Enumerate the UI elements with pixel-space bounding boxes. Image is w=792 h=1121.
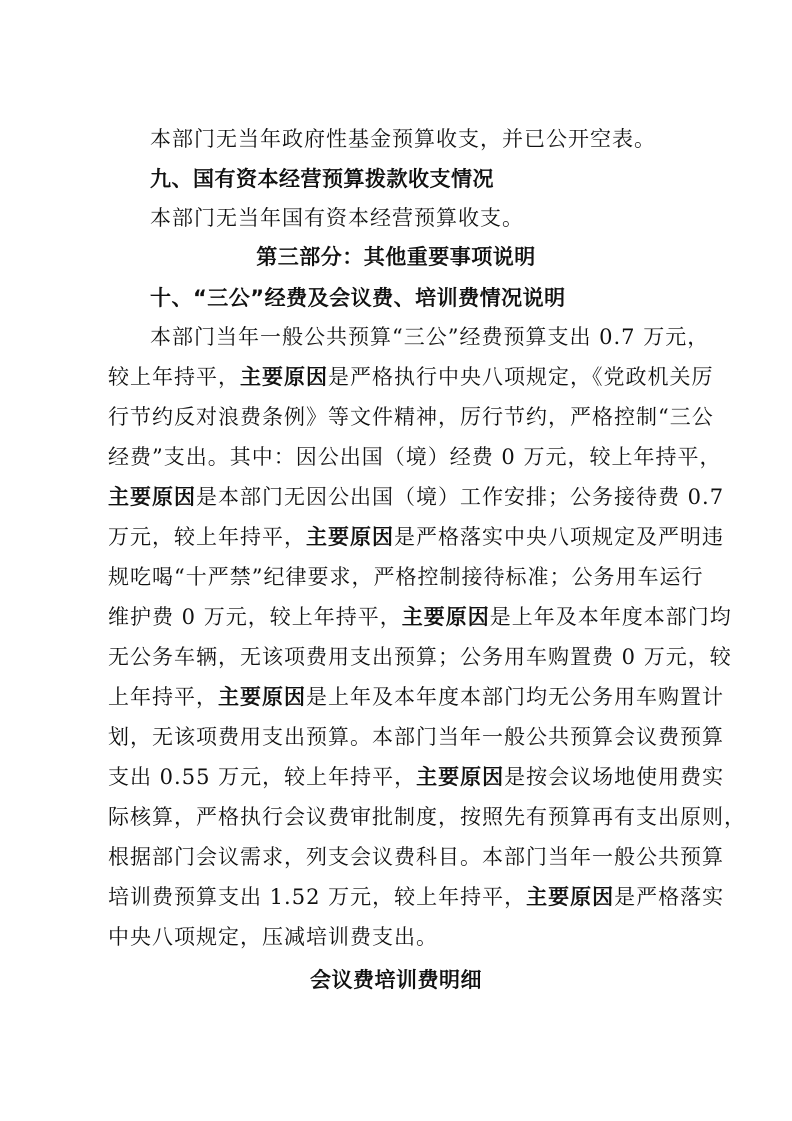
paragraph-gov-fund: [150, 125, 742, 153]
body-text: 划，无该项费用支出预算。本部门当年一般公共预算会议费预算: [108, 725, 724, 749]
reason-label: 主要原因: [240, 364, 328, 389]
body-line: [108, 803, 746, 831]
body-text: 是严格落实: [614, 885, 725, 909]
detail-title-text: 会议费培训费明细: [310, 968, 482, 992]
body-text: 际核算，严格执行会议费审批制度，按照先有预算再有支出原则，: [108, 805, 746, 829]
heading-text: 九、国有资本经营预算拨款收支情况: [150, 167, 494, 191]
body-text: 上年持平，: [108, 685, 218, 709]
body-line: [108, 723, 724, 751]
body-line: [108, 843, 724, 871]
body-text: 维护费 0 万元，较上年持平，: [108, 605, 402, 629]
body-line: [108, 683, 724, 711]
body-text: 是按会议场地使用费实: [504, 765, 725, 789]
body-text: 是严格落实中央八项规定及严明违: [394, 525, 724, 549]
detail-table-title: [0, 966, 792, 994]
paragraph-state-capital: [150, 204, 742, 232]
body-line: [108, 403, 714, 431]
part-title-text: 第三部分：其他重要事项说明: [256, 245, 536, 269]
body-text: 是上年及本年度本部门均无公务用车购置计: [306, 685, 724, 709]
body-text: 万元，较上年持平，: [108, 525, 306, 549]
section-heading-10: [150, 284, 742, 312]
body-text: 培训费预算支出 1.52 万元，较上年持平，: [108, 885, 527, 909]
body-text: 根据部门会议需求，列支会议费科目。本部门当年一般公共预算: [108, 845, 724, 869]
body-line: [108, 563, 704, 591]
body-text: 是上年及本年度本部门均: [489, 605, 732, 629]
body-line: [108, 763, 725, 791]
body-text: 支出 0.55 万元，较上年持平，: [108, 765, 417, 789]
reason-label: 主要原因: [306, 524, 394, 549]
body-line: [108, 523, 724, 551]
reason-label: 主要原因: [526, 884, 615, 909]
reason-label: 主要原因: [416, 764, 505, 789]
body-text: 是严格执行中央八项规定，《党政机关厉: [328, 365, 714, 389]
body-text: 行节约反对浪费条例》等文件精神，厉行节约，严格控制“三公: [108, 405, 714, 429]
body-line: [150, 323, 742, 351]
reason-label: 主要原因: [218, 684, 306, 709]
body-line: [108, 483, 725, 511]
body-text: 规吃喝“十严禁”纪律要求，严格控制接待标准；公务用车运行: [108, 565, 704, 589]
body-line: [108, 603, 732, 631]
body-text: 无公务车辆，无该项费用支出预算；公务用车购置费 0 万元，较: [108, 645, 732, 669]
body-line: [108, 443, 722, 471]
body-line: [108, 643, 732, 671]
body-text: 中央八项规定，压减培训费支出。: [108, 925, 438, 949]
paragraph-text: 本部门无当年政府性基金预算收支，并已公开空表。: [150, 127, 656, 151]
section-heading-9: [150, 165, 742, 193]
body-text: 是本部门无因公出国（境）工作安排；公务接待费 0.7: [196, 485, 725, 509]
part-three-title: [0, 243, 792, 271]
body-text: 较上年持平，: [108, 365, 240, 389]
body-text: 经费”支出。其中：因公出国（境）经费 0 万元，较上年持平，: [108, 445, 722, 469]
paragraph-text: 本部门无当年国有资本经营预算收支。: [150, 206, 524, 230]
body-line: [108, 883, 725, 911]
body-text: 本部门当年一般公共预算“三公”经费预算支出 0.7 万元，: [150, 325, 710, 349]
reason-label: 主要原因: [108, 484, 196, 509]
reason-label: 主要原因: [401, 604, 490, 629]
heading-text: 十、“三公”经费及会议费、培训费情况说明: [150, 286, 566, 310]
body-line: [108, 923, 700, 951]
body-line: [108, 363, 714, 391]
